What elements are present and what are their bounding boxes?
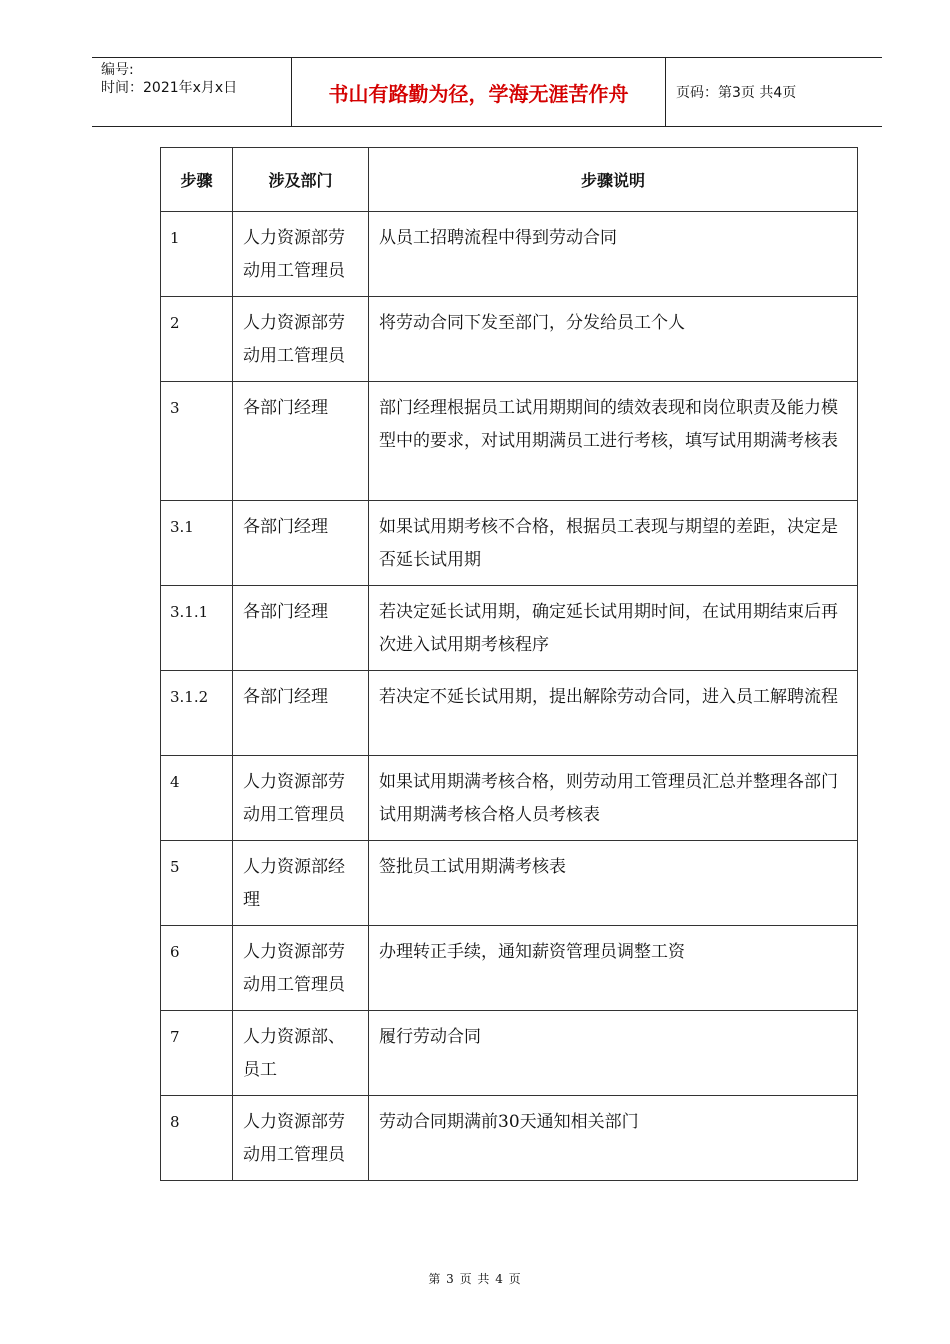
step-description: 如果试用期满考核合格，则劳动用工管理员汇总并整理各部门试用期满考核合格人员考核表 bbox=[369, 756, 858, 841]
step-number: 1 bbox=[161, 212, 233, 297]
table-header-row bbox=[161, 148, 858, 212]
header-motto: 书山有路勤为径，学海无涯苦作舟 bbox=[292, 58, 666, 126]
step-department: 人力资源部劳动用工管理员 bbox=[233, 297, 369, 382]
step-description: 从员工招聘流程中得到劳动合同 bbox=[369, 212, 858, 297]
step-number: 2 bbox=[161, 297, 233, 382]
table-row bbox=[161, 1096, 858, 1181]
page-header bbox=[92, 57, 882, 127]
step-number: 3 bbox=[161, 382, 233, 501]
steps-table bbox=[160, 147, 858, 1181]
step-description: 履行劳动合同 bbox=[369, 1011, 858, 1096]
step-department: 人力资源部劳动用工管理员 bbox=[233, 1096, 369, 1181]
step-description: 劳动合同期满前30天通知相关部门 bbox=[369, 1096, 858, 1181]
header-page-info: 页码：第3页 共4页 bbox=[676, 85, 797, 101]
step-department: 各部门经理 bbox=[233, 671, 369, 756]
header-meta bbox=[92, 58, 292, 126]
step-number: 8 bbox=[161, 1096, 233, 1181]
table-row bbox=[161, 671, 858, 756]
step-department: 人力资源部劳动用工管理员 bbox=[233, 756, 369, 841]
table-row bbox=[161, 841, 858, 926]
table-row bbox=[161, 926, 858, 1011]
step-description: 如果试用期考核不合格，根据员工表现与期望的差距，决定是否延长试用期 bbox=[369, 501, 858, 586]
table-row bbox=[161, 501, 858, 586]
code-label: 编号: bbox=[101, 62, 134, 78]
step-department: 人力资源部劳动用工管理员 bbox=[233, 926, 369, 1011]
table-row bbox=[161, 1011, 858, 1096]
step-description: 办理转正手续，通知薪资管理员调整工资 bbox=[369, 926, 858, 1011]
step-department: 各部门经理 bbox=[233, 501, 369, 586]
column-header-description: 步骤说明 bbox=[369, 148, 858, 212]
step-description: 部门经理根据员工试用期期间的绩效表现和岗位职责及能力模型中的要求，对试用期满员工进行考核，填写试用期满考核表 bbox=[369, 382, 858, 501]
step-description: 若决定延长试用期，确定延长试用期时间，在试用期结束后再次进入试用期考核程序 bbox=[369, 586, 858, 671]
table-row bbox=[161, 297, 858, 382]
step-description: 签批员工试用期满考核表 bbox=[369, 841, 858, 926]
step-number: 6 bbox=[161, 926, 233, 1011]
table-row bbox=[161, 586, 858, 671]
step-description: 将劳动合同下发至部门，分发给员工个人 bbox=[369, 297, 858, 382]
step-department: 人力资源部经理 bbox=[233, 841, 369, 926]
table-row bbox=[161, 756, 858, 841]
step-number: 4 bbox=[161, 756, 233, 841]
table-row bbox=[161, 382, 858, 501]
step-department: 各部门经理 bbox=[233, 586, 369, 671]
column-header-step: 步骤 bbox=[161, 148, 233, 212]
step-number: 7 bbox=[161, 1011, 233, 1096]
step-number: 3.1 bbox=[161, 501, 233, 586]
page-footer: 第 3 页 共 4 页 bbox=[428, 1272, 522, 1286]
step-description: 若决定不延长试用期，提出解除劳动合同，进入员工解聘流程 bbox=[369, 671, 858, 756]
step-department: 人力资源部、员工 bbox=[233, 1011, 369, 1096]
date-label: 时间：2021年x月x日 bbox=[101, 80, 238, 96]
step-department: 各部门经理 bbox=[233, 382, 369, 501]
step-number: 3.1.2 bbox=[161, 671, 233, 756]
table-row bbox=[161, 212, 858, 297]
step-number: 5 bbox=[161, 841, 233, 926]
step-number: 3.1.1 bbox=[161, 586, 233, 671]
column-header-department: 涉及部门 bbox=[233, 148, 369, 212]
step-department: 人力资源部劳动用工管理员 bbox=[233, 212, 369, 297]
